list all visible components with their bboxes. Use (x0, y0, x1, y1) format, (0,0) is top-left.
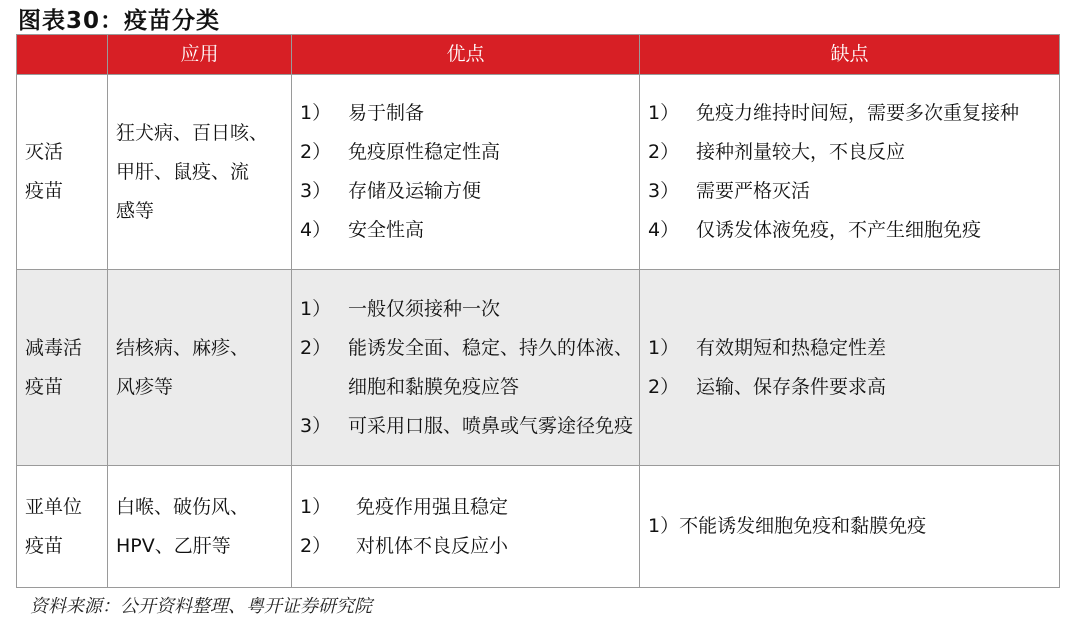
item-text: 有效期短和热稳定性差 (696, 336, 887, 359)
advantage-item (300, 407, 635, 446)
vaccine-type-line: 疫苗 (25, 375, 64, 398)
advantage-item (300, 94, 635, 133)
table-row-live-attenuated-vaccine (17, 270, 1060, 466)
item-number: 1） (300, 297, 332, 320)
figure-title: 图表30：疫苗分类 (18, 8, 221, 34)
item-text: 运输、保存条件要求高 (696, 375, 887, 398)
disadvantages-cell (640, 75, 1060, 270)
disadvantage-item (648, 329, 1055, 368)
advantage-item (300, 172, 635, 211)
application-cell (108, 75, 292, 270)
disadvantage-item (648, 94, 1055, 133)
item-text: 需要严格灭活 (696, 180, 811, 202)
item-number: 1） (648, 102, 680, 124)
vaccine-classification-table (16, 34, 1060, 588)
item-text: 免疫作用强且稳定 (356, 495, 509, 518)
item-number: 1） (648, 336, 680, 359)
item-number: 4） (648, 219, 680, 241)
application-line: 白喉、破伤风、 (116, 495, 250, 518)
item-number: 3） (300, 180, 332, 202)
disadvantage-item (648, 133, 1055, 172)
disadvantage-item (648, 172, 1055, 211)
item-text: 能诱发全面、稳定、持久的体液、细胞和黏膜免疫应答 (348, 336, 634, 398)
item-text: 仅诱发体液免疫，不产生细胞免疫 (696, 219, 982, 241)
application-line: 风疹等 (116, 375, 174, 398)
item-text: 对机体不良反应小 (356, 534, 509, 557)
vaccine-type-line: 亚单位 (25, 495, 83, 518)
item-number: 2） (300, 141, 332, 163)
item-number: 1） (648, 515, 680, 537)
application-line: HPV、乙肝等 (116, 534, 231, 557)
item-text: 易于制备 (348, 102, 425, 124)
table-header-row (17, 35, 1060, 75)
vaccine-type-line: 疫苗 (25, 180, 64, 202)
item-number: 2） (300, 534, 332, 557)
vaccine-type-line: 减毒活 (25, 336, 83, 359)
header-application: 应用 (108, 35, 292, 75)
advantage-item (300, 133, 635, 172)
application-cell (108, 270, 292, 466)
advantage-item (300, 211, 635, 250)
item-text: 安全性高 (348, 219, 425, 241)
item-text: 存储及运输方便 (348, 180, 482, 202)
application-line: 狂犬病、百日咳、 (116, 121, 269, 144)
item-number: 4） (300, 219, 332, 241)
item-text: 不能诱发细胞免疫和黏膜免疫 (679, 515, 927, 537)
disadvantage-item (648, 507, 1055, 546)
advantage-item (300, 488, 635, 527)
disadvantage-item (648, 211, 1055, 250)
item-text: 免疫原性稳定性高 (348, 141, 501, 163)
item-number: 1） (300, 102, 332, 124)
table-row-subunit-vaccine (17, 466, 1060, 588)
vaccine-type-line: 疫苗 (25, 534, 64, 557)
table-row-inactivated-vaccine (17, 75, 1060, 270)
item-text: 一般仅须接种一次 (348, 297, 501, 320)
disadvantages-cell (640, 270, 1060, 466)
header-type (17, 35, 108, 75)
item-text: 免疫力维持时间短，需要多次重复接种 (696, 102, 1020, 124)
application-cell (108, 466, 292, 588)
advantage-item (300, 527, 635, 566)
header-disadvantages: 缺点 (640, 35, 1060, 75)
disadvantage-item (648, 368, 1055, 407)
vaccine-type-cell (17, 466, 108, 588)
vaccine-type-cell (17, 75, 108, 270)
item-number: 3） (648, 180, 680, 202)
item-number: 2） (648, 375, 680, 398)
advantages-cell (292, 466, 640, 588)
item-number: 1） (300, 495, 332, 518)
disadvantages-cell (640, 466, 1060, 588)
item-number: 2） (300, 336, 332, 359)
item-number: 2） (648, 141, 680, 163)
vaccine-type-line: 灭活 (25, 141, 64, 163)
application-line: 感等 (116, 199, 155, 222)
source-note: 资料来源：公开资料整理、粤开证券研究院 (30, 596, 372, 617)
application-line: 结核病、麻疹、 (116, 336, 250, 359)
advantages-cell (292, 75, 640, 270)
item-text: 接种剂量较大，不良反应 (696, 141, 906, 163)
vaccine-type-cell (17, 270, 108, 466)
item-text: 可采用口服、喷鼻或气雾途径免疫 (348, 414, 634, 437)
application-line: 甲肝、鼠疫、流 (116, 160, 250, 183)
advantage-item (300, 329, 635, 407)
item-number: 3） (300, 414, 332, 437)
header-advantages: 优点 (292, 35, 640, 75)
advantages-cell (292, 270, 640, 466)
advantage-item (300, 290, 635, 329)
